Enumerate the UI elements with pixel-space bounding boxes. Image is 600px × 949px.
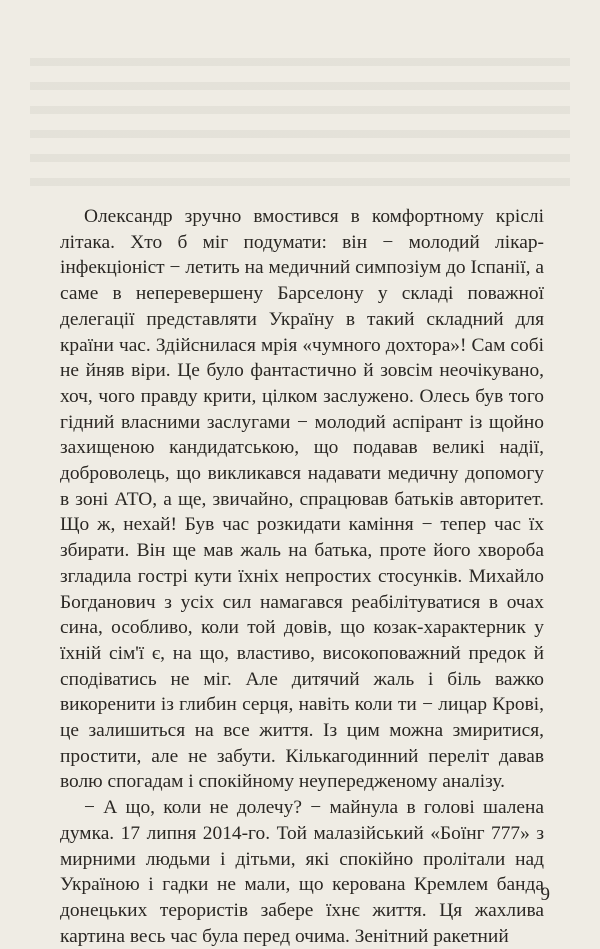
paragraph-1: Олександр зручно вмостився в комфортному кріслі літака. Хто б міг подумати: він − молодий лікар-інфекціоніст − летить на медичний симпозіум до Іспанії, а саме в неперевершену Барселону у складі поважної делегації представляти Україну в такий складний для країни час. Здійснилася мрія «чумного дохтора»! Сам собі не йняв віри. Це було фантастично й зовсім неочікувано, хоч, чого правду крити, цілком заслужено. Олесь був того гідний власними заслугами − молодий аспірант із щойно захищеною кандидатською, що подавав великі надії, доброволець, що викликався надавати медичну допомогу в зоні АТО, а ще, звичайно, спрацював батьків авторитет. Що ж, нехай! Був час розкидати каміння − тепер час їх збирати. Він ще мав жаль на батька, проте його хвороба згладила гострі кути їхніх непростих стосунків. Михайло Богданович з усіх сил намагався реабілітуватися в очах сина, особливо, коли той довів, що козак-характерник у їхній сім'ї є, на що, властиво, високоповажний предок й сподіватись не міг. Але дитячий жаль і біль важко викоренити із глибин серця, навіть коли ти − лицар Крові, це залишиться на все життя. Із цим можна змиритися, простити, але не забути. Кількагодинний переліт давав волю спогадам і спокійному неупередженому аналізу. xyxy=(60,206,544,793)
paragraph-2: − А що, коли не долечу? − майнула в голові шалена думка. 17 липня 2014-го. Той малазійський «Боїнг 777» з мирними людьми і дітьми, які спокійно пролітали над Україною і гадки не мали, що керована Кремлем банда донецьких терористів забере їхнє життя. Ця жахлива картина весь час була перед очима. Зенітний ракетний xyxy=(60,797,544,947)
body-text xyxy=(60,204,544,949)
bleed-through-text xyxy=(30,58,570,186)
page-number: 9 xyxy=(540,884,550,905)
